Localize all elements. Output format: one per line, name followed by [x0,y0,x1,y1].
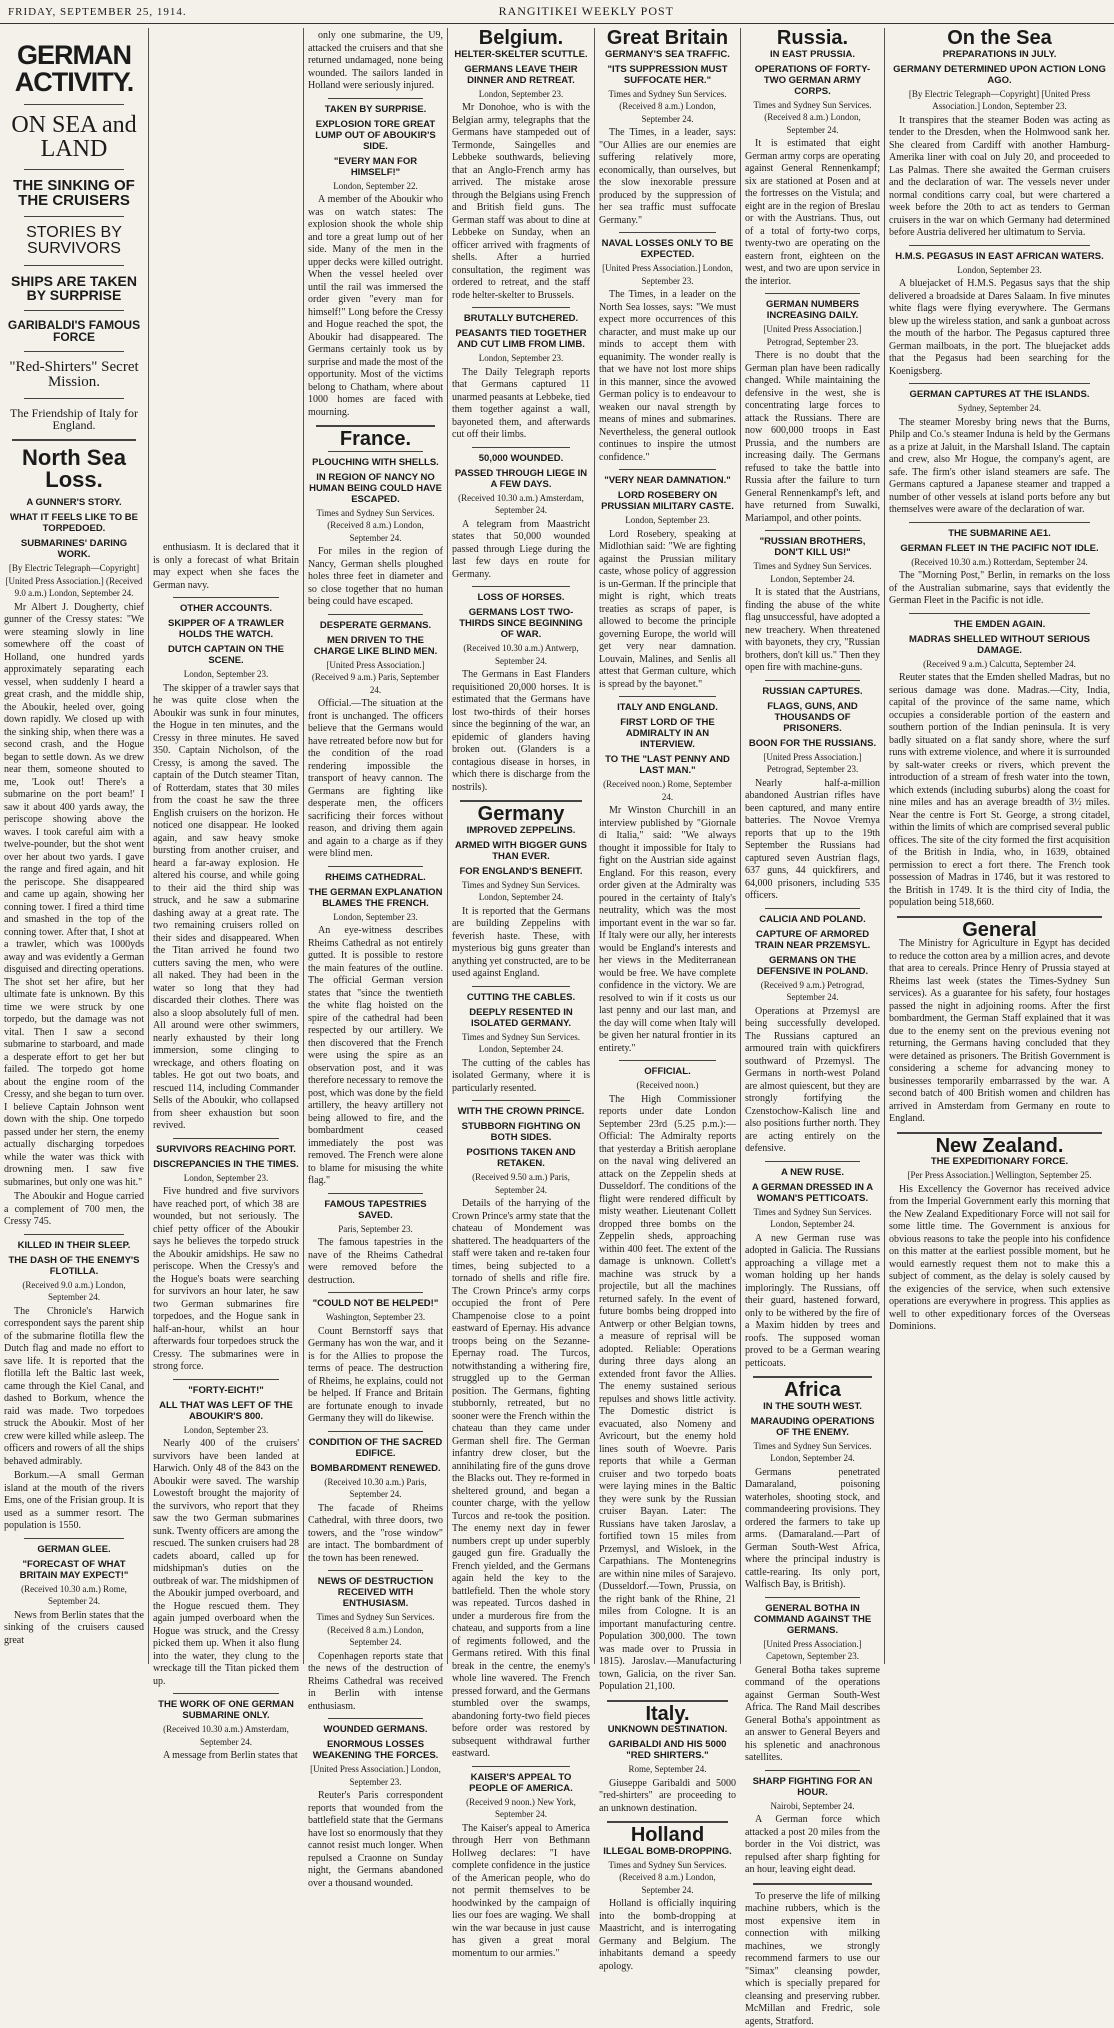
subhead: TAKEN BY SURPRISE. [308,104,443,115]
subhead: EXPLOSION TORE GREAT LUMP OUT OF ABOUKIR'S SIDE. [308,119,443,152]
dateline: London, September 23. [452,88,590,101]
column-4 [448,28,594,1664]
subhead: MEN DRIVEN TO THE CHARGE LIKE BLIND MEN. [308,635,443,657]
article-text: It is reported that the Germans are building Zeppelins with feverish haste. These, with mysterious big guns greater than anything yet constructed, are to be used against England. [452,906,590,981]
article-text: Reuter states that the Emden shelled Madras, but no serious damage was done. Madras.—City, India, capital of the province of the same name, which occupies a considerable portion of the eastern and southern portion of the Indian peninsula. It is very badly situated on a flat sandy shore, where the surf runs with extreme violence, and where it is surrounded by salt-water creeks or rivers, which prevent the introduction of a stream of fresh water into the town, which extends (including suburbs) along the coast for nine miles and has an average breadth of 3½ miles. Near the centre is Fort St. George, a strong citadel, within the limits of which are comprised several public offices. The site of the city formed the first acquisition of the British in India, who, in 1639, obtained permission to erect a fort there. The French took possession of Madras in 1746, but it was restored to the British in 1749. It is the third city of India, the population being 518,660. [889,672,1110,910]
section-heading-holland: Holland [599,1829,736,1842]
article-text: The Ministry for Agriculture in Egypt has decided to reduce the cotton area by a million acres, and devote that area to cereals. Prince Henry of Prussia stayed at Rheims last week (states the Times-Sydney Sun services). As a guarantee for his safety, four hostages passed the night in adjoining rooms. After the first bombardment, the German Staff explained that it was due to the enemy sent on the previous evening not returning, the Germans having concluded that they were detained as prisoners. The British Government is considering a scheme for advancing money to businesses temporarily embarrassed by the war. A second batch of 400 British women and children has arrived in Amsterdam from Germany en route to England. [889,938,1110,1126]
subhead: CUTTING THE CABLES. [452,992,590,1003]
subhead: NAVAL LOSSES ONLY TO BE EXPECTED. [599,238,736,260]
section-heading-russia: Russia. [745,32,880,45]
subhead: THE DASH OF THE ENEMY'S FLOTILLA. [4,1255,144,1277]
article-text: General Botha takes supreme command of the operations against German South-West Africa. The Rand Mail describes General Botha's appointment as an answer to General Beyers and his splenetic and anachronous satellites. [745,1665,880,1765]
article-text: Mr Donohoe, who is with the Belgian army, telegraphs that the Germans have stampeded out of Termonde, Saingelles and Lebbeke southwards, believing that an Anglo-French army has arrived. The mistake arose through the Belgians using French and British field guns. The German staff was about to dine at Lebbeke on Sunday, when an officer arrived with fragments of shells. After a hurried consultation, the regiment was ordered to retreat, and the staff rode helter-skelter to Brussels. [452,102,590,302]
masthead-date: FRIDAY, SEPTEMBER 25, 1914. [8,6,187,18]
article-text: News from Berlin states that the sinking of the cruisers caused great [4,1610,144,1648]
dateline: Times and Sydney Sun Services. London, September 24. [452,879,590,904]
headline-survivors: STORIES BY SURVIVORS [4,225,144,257]
article-text: enthusiasm. It is declared that it is only a forecast of what Britain may expect when she faces the German navy. [153,542,299,592]
article-text: Nearly half-a-million abandoned Austrian rifles have been captured, and many entire batteries. The Novoe Vremya reports that up to the 19th September the Russians had captured seven Austrian flags, 637 guns, 44 quickfirers, and 64,000 prisoners, including 535 officers. [745,778,880,903]
dateline: London, September 22. [308,180,443,193]
subhead: POSITIONS TAKEN AND RETAKEN. [452,1147,590,1169]
subhead: SHARP FIGHTING FOR AN HOUR. [745,1776,880,1798]
subhead: GERMANS ON THE DEFENSIVE IN POLAND. [745,955,880,977]
article-text: Official.—The situation at the front is unchanged. The officers believe that the Germans would have retreated before now but for the condition of the road rendering impossible the transport of heavy cannon. The Germans are fighting like desperate men, the officers sacrificing their forces without reason, and driving them again and again to a charge as if they were blind men. [308,698,443,861]
headline-sinking: THE SINKING OF THE CRUISERS [4,178,144,208]
article-text: Giuseppe Garibaldi and 5000 "red-shirters" are proceeding to an unknown destination. [599,1778,736,1816]
subhead: GERMANS LEAVE THEIR DINNER AND RETREAT. [452,64,590,86]
dateline: [By Electric Telegraph—Copyright] [United Press Association.] (Received 9.0 a.m.) London, September 24. [4,562,144,600]
article-text: A telegram from Maastricht states that 50,000 wounded passed through Liege during the last few days en route for Germany. [452,519,590,582]
article-text: A message from Berlin states that [153,1750,299,1763]
subhead: MARAUDING OPERATIONS OF THE ENEMY. [745,1416,880,1438]
article-text: The steamer Moresby bring news that the Burns, Philp and Co.'s steamer Induna is held by the Germans as a prize at Jaluit, in the Marshall Island. The captain and crew, also Mr Hogue, the company's agent, are safe. The firm's other island steamers are safe. The Germans captured a Japanese steamer and trapped a number of other vessels at island ports before any but themselves were aware of the declaration of war. [889,417,1110,517]
dateline: [United Press Association.] London, September 23. [599,262,736,287]
article-text: It is estimated that eight German army corps are operating against General Rennenkampf; six are stationed at Posen and at the fortresses on the Vistula; and eight are in the region of Breslau or with the Austrians. Thus, out of a total of forty-two corps, twenty-two are operating on the eastern front, eighteen on the west, and two are upon service in the interior. [745,138,880,288]
dateline: London, September 23. [889,264,1110,277]
dateline: Paris, September 23. [308,1223,443,1236]
article-text: For miles in the region of Nancy, German shells ploughed holes three feet in diameter and so close together that no human being could have escaped. [308,546,443,609]
subhead: ENORMOUS LOSSES WEAKENING THE FORCES. [308,1739,443,1761]
article-text: Reuter's Paris correspondent reports that wounded from the battlefield state that the Germans have lost so enormously that they cannot resist much longer. When repulsed a Craonne on Sunday night, the Germans abandoned over a thousand wounded. [308,1790,443,1890]
subhead: MADRAS SHELLED WITHOUT SERIOUS DAMAGE. [889,634,1110,656]
article-text: It transpires that the steamer Boden was acting as tender to the Dresden, when the Holmwood sank her. She cleared from Cardiff with another Hamburg-Amerika liner with coal on July 20, and proceeded to Las Palmas. There she awaited the German cruisers and the declaration of war. The vessels never under normal conditions carry coal, but were chartered a week before the 20th to act as tenders to German cruisers in the war on which Germany had determined before Austria delivered her ultimatum to Servia. [889,115,1110,240]
article-text: Details of the harrying of the Crown Prince's army state that the chateau of Mondement was shattered. The headquarters of the staff were taken and re-taken four times, being subjected to a tornado of shells and rifle fire. The Crown Prince's army corps occupied the front of Pere Champenoise close to a point eastward of Epernay. His advance troops being on the Sezanne-Epernay road. The Turcos, notwithstanding a withering fire, struggled up to the German position. The Germans, fighting stubbornly, retreated, but no sooner were the French within the chateau than they came under German shell fire. The German infantry drew closer, but the annihilating fire of the guns drove the Blacks out. They re-formed in sheltered ground, and began a counter charge, with the yellow Turcos and re-took the position. The enemy next day in fewer numbers crept up under superbly gauged gun fire. Gradually the French yielded, and the Germans again held the key to the battlefield. Then the whole story was repeated. Turcos dashed in under a murderous fire from the chateau, and supports from a line of regiments followed, and the Germans retired. With this final break in the centre, the enemy's whole line wavered. The French pressed forward, and the Germans stumbled over the swamps, abandoning forty-two field pieces before order was restored by subsequent withdrawal further eastward. [452,1198,590,1761]
article-text: The High Commissioner reports under date London September 23rd (5.25 p.m.):—Official: The Admiralty reports that yesterday a British aeroplane on the naval wing delivered an attack on the Zeppelin sheds at Dusseldorf. The conditions of the flight were rendered difficult by misty weather. Lieutenant Collett dropped three bombs on the Zeppelin sheds, approaching within 400 feet. The extent of the damage is unknown. Collett's machine was struck by a projectile, but all the machines returned safely. In the event of future bombs being dropped into Antwerp or other Belgian towns, a measure of reprisal will be adopted. Reliable: Operations during three days along an extended front favor the Allies. The enemy sustained serious repulses and shows little activity. The Domestic district is evacuated, also Nomeny and Avricourt, but the enemy hold lines south of Woevre. Paris reports that while a German cruiser and two torpedo boats were laying mines in the Baltic they were sunk by the Russian cruiser Bayan. Later: The Russians have taken Jaroslav, a fortified town 15 miles from Przemysl, and Wisloek, in the Carpathians. The Montenegrins are within nine miles of Sarajevo. (Dusseldorf.—Town, Prussia, on the right bank of the Rhine, 21 miles from Cologne. It is an important manufacturing centre. Population 300,000. The town was made over to Prussia in 1815). Jaroslav.—Manufacturing town, Galicia, on the river San. Population 21,100. [599,1094,736,1694]
subhead: OFFICIAL. [599,1066,736,1077]
column-3 [304,28,447,1664]
dateline: (Received 10.30 a.m.) Antwerp, September 24. [452,642,590,667]
dateline: London, September 23. [153,1172,299,1185]
masthead-title: RANGITIKEI WEEKLY POST [499,4,674,19]
subhead: TO THE "LAST PENNY AND LAST MAN." [599,754,736,776]
subhead: OTHER ACCOUNTS. [153,603,299,614]
headline-surprise: SHIPS ARE TAKEN BY SURPRISE [4,274,144,302]
article-text: The Chronicle's Harwich correspondent says the parent ship of the submarine flotilla flew the Dutch flag and made no effort to save life. It is reported that the flotilla left the Baltic last week, came through the Kiel Canal, and dashed to Borkum, whence the raid was made. Two torpedoes struck the Aboukir. Most of her crew were killed while asleep. The officers and rowers of all the ships behaved admirably. [4,1306,144,1469]
section-heading-belgium: Belgium. [452,32,590,45]
subhead: NEWS OF DESTRUCTION RECEIVED WITH ENTHUSIASM. [308,1576,443,1609]
subhead: GARIBALDI AND HIS 5000 "RED SHIRTERS." [599,1739,736,1761]
article-text: There is no doubt that the German plan have been radically changed. While maintaining the defensive in the west, she is concentrating large forces to attack the Russians. There are now 600,000 troops in East Prussia, and the numbers are increasing daily. The Germans refused to take the battle into Russia after the failure to turn General Rennenkampf's left, and have returned from Suwalki, Mariampol, and other points. [745,350,880,525]
subhead: CALICIA AND POLAND. [745,914,880,925]
dateline: Times and Sydney Sun Services. London, September 24. [745,1206,880,1231]
subhead: PLOUCHING WITH SHELLS. [308,457,443,468]
dateline: (Received noon.) Rome, September 24. [599,778,736,803]
headline-garibaldi: GARIBALDI'S FAMOUS FORCE [4,319,144,343]
dateline: (Received noon.) [599,1079,736,1092]
article-text: A new German ruse was adopted in Galicia. The Russians approaching a village met a woman holding up her hands imploringly. The Russians, off their guard, hastened forward, only to be withered by the fire of a Maxim hidden by trees and roofs. The supposed woman proved to be a German wearing petticoats. [745,1233,880,1371]
subhead: PASSED THROUGH LIEGE IN A FEW DAYS. [452,468,590,490]
subhead: "COULD NOT BE HELPED!" [308,1298,443,1309]
subhead: CAPTURE OF ARMORED TRAIN NEAR PRZEMSYL. [745,929,880,951]
dateline: (Received 10.30 a.m.) Paris, September 24. [308,1476,443,1501]
dateline: (Received 10.30 a.m.) Rotterdam, September 24. [889,556,1110,569]
article-text: His Excellency the Governor has received advice from the Imperial Government early this morning that the New Zealand Expeditionary Force will not sail for some little time. The Government is anxious for obvious reasons to take the people into his confidence on this matter at the earliest possible moment, but he would earnestly request them not to make this a subject of comment, as the delay is solely caused by the exigencies of the service, when such extensive operations are everywhere in progress. This applies as well to other expeditionary forces of the Overseas Dominions. [889,1184,1110,1334]
subhead: STUBBORN FIGHTING ON BOTH SIDES. [452,1121,590,1143]
dateline: Times and Sydney Sun Services. London, September 24. [745,560,880,585]
advertisement-text: To preserve the life of milking machine rubbers, which is the most expensive item in connection with milking machines, we strongly recommend farmers to use our "Simax" cleansing powder, which is specially prepared for cleansing and preserving rubber. McMillan and Fredric, sole agents, Stratford. [745,1891,880,2028]
subhead: "FORTY-EICHT!" [153,1385,299,1396]
section-heading-italy: Italy. [599,1708,736,1721]
dateline: [United Press Association.] Capetown, September 23. [745,1638,880,1663]
subhead: BRUTALLY BUTCHERED. [452,313,590,324]
subhead: GERMAN FLEET IN THE PACIFIC NOT IDLE. [889,543,1110,554]
article-text: Borkum.—A small German island at the mouth of the rivers Ems, one of the Frisian group. It is used as a summer resort. The population is 1550. [4,1470,144,1533]
dateline: Times and Sydney Sun Services. (Received 8 a.m.) London, September 24. [745,99,880,137]
dateline: (Received 9.0 a.m.) London, September 24. [4,1279,144,1304]
dateline: [United Press Association.] London, September 23. [308,1763,443,1788]
column-7 [885,28,1114,1664]
subhead: A GUNNER'S STORY. [4,497,144,508]
subhead: THE SUBMARINE AE1. [889,528,1110,539]
subhead: GENERAL BOTHA IN COMMAND AGAINST THE GERMANS. [745,1603,880,1636]
subhead: RHEIMS CATHEDRAL. [308,872,443,883]
article-text: only one submarine, the U9, attacked the cruisers and that she returned undamaged, none being wounded. The sailors landed in Holland were seriously injured. [308,30,443,93]
article-text: A German force which attacked a post 20 miles from the border in the Voi district, was repulsed after sharp fighting for an hour, leaving eight dead. [745,1814,880,1877]
subhead: CONDITION OF THE SACRED EDIFICE. [308,1437,443,1459]
dateline: [United Press Association.] Petrograd, September 23. [745,323,880,348]
subhead: BOMBARDMENT RENEWED. [308,1463,443,1474]
dateline: [Per Press Association.] Wellington, September 25. [889,1169,1110,1182]
article-text: Mr Albert J. Dougherty, chief gunner of the Cressy states: "We were steaming slowly in line somewhere off the coast of Holland, one hundred yards approximately separating each vessel, when suddenly I heard a great crash, and the middle ship, the Aboukir, heeled over, going down rapidly. We closed up with the sinking ship, when there was a second crash, and the Hogue began to settle down. As we drew near them, someone shouted to me, 'Look out! There's a submarine on the port beam!' I saw it about 400 yards away, the periscope showing above the waves. I took careful aim with a twelve-pounder, but the shot went over her about two yards. I gave the range and fired again, and hit the periscope. She disappeared and came up again, showing her conning tower. I fired a third time and smashed in the top of the conning tower. After that, I shot at a trawler, which was 1000yds away and was evidently a German disguised and directing operations. The shot set her afire, but her ultimate fate is unknown. By this time we were struck by one torpedo, but the damage was not vital. Then I saw a second submarine to starboard, and made a desperate effort to get her but failed. The torpedo got home about the engine room of the Cressy, and she began to turn over. I believe Captain Johnson went down with the ship. One torpedo passed under her stern, the enemy actually discharging torpedoes while the water was thick with drowning men. I saw five submarines, but only one was hit." [4,602,144,1190]
section-heading-france: France. [308,433,443,446]
headline-friendship: The Friendship of Italy for England. [4,407,144,431]
subhead: "RUSSIAN BROTHERS, DON'T KILL US!" [745,536,880,558]
subhead: HELTER-SKELTER SCUTTLE. [452,49,590,60]
subhead: KAISER'S APPEAL TO PEOPLE OF AMERICA. [452,1772,590,1794]
article-text: It is stated that the Austrians, finding the abuse of the white flag unsuccessful, have adopted a new treachery. When threatened with bayonets, they cry, "Russian brothers, don't kill us." Then they open fire with machine-guns. [745,587,880,675]
subhead: DEEPLY RESENTED IN ISOLATED GERMANY. [452,1007,590,1029]
subhead: H.M.S. PEGASUS IN EAST AFRICAN WATERS. [889,251,1110,262]
subhead: UNKNOWN DESTINATION. [599,1724,736,1735]
subhead: GERMANY'S SEA TRAFFIC. [599,49,736,60]
subhead: LOSS OF HORSES. [452,592,590,603]
subhead: SUBMARINES' DARING WORK. [4,538,144,560]
subhead: RUSSIAN CAPTURES. [745,686,880,697]
dateline: London, September 23. [452,352,590,365]
subhead: WHAT IT FEELS LIKE TO BE TORPEDOED. [4,512,144,534]
dateline: Rome, September 24. [599,1763,736,1776]
masthead [0,0,1114,24]
headline-sea-land: ON SEA and LAND [4,113,144,161]
article-text: Five hundred and five survivors have reached port, of which 38 are wounded, but not seriously. The chief petty officer of the Aboukir says he believes the torpedo struck the Aboukir amidships. He saw no periscope. When the Cressy's and the Hogue's boats were searching for survivors an hour later, he saw two German submarines fire torpedoes, and the Hogue sank in half-an-hour, whilst an hour afterwards four torpedoes struck the Cressy. The submarines were in strong force. [153,1186,299,1374]
subhead: FAMOUS TAPESTRIES SAVED. [308,1199,443,1221]
article-text: Operations at Przemysl are being successfully developed. The Russians captured an armoured train with quickfirers southward of Przemysl. The Germans in north-west Poland are almost quiescent, but they are strongly fortifying the Czenstochow-Kalisch line and also positions further north. They are acting entirely on the defensive. [745,1006,880,1156]
headline-german-activity: GERMAN ACTIVITY. [4,42,144,96]
dateline: London, September 23. [599,514,736,527]
dateline: Times and Sydney Sun Services. (Received 8 a.m.) London, September 24. [599,1859,736,1897]
article-text: Germans penetrated Damaraland, poisoning waterholes, shooting stock, and commandeering provisions. They ordered the farmers to take up arms. (Damaraland.—Part of German South-West Africa, where the principal industry is cattle-rearing. Its only port, Walfisch Bay, is British). [745,1467,880,1592]
subhead: A NEW RUSE. [745,1167,880,1178]
subhead: THE EXPEDITIONARY FORCE. [889,1156,1110,1167]
section-heading-africa: Africa [745,1384,880,1397]
subhead: ITALY AND ENGLAND. [599,702,736,713]
subhead: IN EAST PRUSSIA. [745,49,880,60]
dateline: (Received 10.30 a.m.) Amsterdam, September 24. [452,492,590,517]
dateline: London, September 23. [153,1424,299,1437]
section-heading-on-the-sea: On the Sea [889,32,1110,45]
subhead: DISCREPANCIES IN THE TIMES. [153,1159,299,1170]
subhead: A GERMAN DRESSED IN A WOMAN'S PETTICOATS. [745,1182,880,1204]
article-text: The Kaiser's appeal to America through Herr von Bethmann Hollweg declares: "I have complete confidence in the justice of the American people, who do not permit themselves to be hoodwinked by the campaign of lies our foes are waging. We shall win the war because in just cause has given a great moral momentum to our armies." [452,1823,590,1961]
dateline: London, September 23. [308,911,443,924]
article-text: The famous tapestries in the nave of the Rheims Cathedral were removed before the destruction. [308,1237,443,1287]
subhead: "ITS SUPPRESSION MUST SUFFOCATE HER." [599,64,736,86]
subhead: WITH THE CROWN PRINCE. [452,1106,590,1117]
section-heading-great-britain: Great Britain [599,32,736,45]
subhead: ILLEGAL BOMB-DROPPING. [599,1846,736,1857]
dateline: (Received 10.30 a.m.) Amsterdam, September 24. [153,1723,299,1748]
subhead: IMPROVED ZEPPELINS. [452,825,590,836]
subhead: DESPERATE GERMANS. [308,620,443,631]
subhead: GERMANS LOST TWO-THIRDS SINCE BEGINNING OF WAR. [452,607,590,640]
dateline: Times and Sydney Sun Services. (Received 8 a.m.) London, September 24. [308,507,443,545]
subhead: PEASANTS TIED TOGETHER AND CUT LIMB FROM LIMB. [452,328,590,350]
article-text: The Aboukir and Hogue carried a complement of 700 men, the Cressy 745. [4,1191,144,1229]
article-text: A bluejacket of H.M.S. Pegasus says that the ship delivered a broadside at Dares Salaam. In five minutes white flags were flying everywhere. The Germans blew up the wireless station, and sank a gunboat across the mouth of the harbor. The Pegasus captured three German mailboats, in the port. The bluejacket adds that the Pegasus had been searching for the Koenigsberg. [889,278,1110,378]
dateline: (Received 9 a.m.) Petrograd, September 24. [745,979,880,1004]
dateline: Times and Sydney Sun Services. London, September 24. [452,1031,590,1056]
subhead: GERMANY DETERMINED UPON ACTION LONG AGO. [889,64,1110,86]
dateline: Times and Sydney Sun Services. London, September 24. [745,1440,880,1465]
subhead: ALL THAT WAS LEFT OF THE ABOUKIR'S 800. [153,1400,299,1422]
section-heading-new-zealand: New Zealand. [889,1140,1110,1153]
subhead: "VERY NEAR DAMNATION." [599,475,736,486]
article-text: The "Morning Post," Berlin, in remarks on the loss of the Australian submarine, says that evidently the German Fleet in the Pacific is not idle. [889,570,1110,608]
dateline: Sydney, September 24. [889,402,1110,415]
subhead: OPERATIONS OF FORTY-TWO GERMAN ARMY CORPS. [745,64,880,97]
subhead: SKIPPER OF A TRAWLER HOLDS THE WATCH. [153,618,299,640]
article-text: The Times, in a leader on the North Sea losses, says: "We must expect more occurrences of this character, and must make up our minds to accept them with equanimity. The wonder really is that we have not lost more ships in this manner, since the avowed German policy is to endeavour to weaken our naval strength by means of mines and submarines. Nevertheless, the general outlook continues to inspire the utmost confidence." [599,289,736,464]
subhead: LORD ROSEBERY ON PRUSSIAN MILITARY CASTE. [599,490,736,512]
article-text: The facade of Rheims Cathedral, with three doors, two towers, and the "rose window" are intact. The bombardment of the town has been renewed. [308,1503,443,1566]
article-text: The Daily Telegraph reports that Germans captured 11 unarmed peasants at Lebbeke, tied them together against a wall, bayoneted them, and afterwards cut off their limbs. [452,367,590,442]
section-heading-general: General [889,924,1110,937]
article-text: Copenhagen reports state that the news of the destruction of Rheims Cathedral was received in Berlin with intense enthusiasm. [308,1651,443,1714]
column-5 [595,28,740,1664]
dateline: (Received 9.50 a.m.) Paris, September 24. [452,1171,590,1196]
dateline: London, September 23. [153,668,299,681]
subhead: GERMAN CAPTURES AT THE ISLANDS. [889,389,1110,400]
article-text: The skipper of a trawler says that he was quite close when the Aboukir was sunk in four minutes, the Hogue in ten minutes, and the Cressy in three minutes. He saved 350. Captain Nicholson, of the Cressy, is among the saved. The captain of the Dutch steamer Titan, of Rotterdam, states that 30 miles from the coast he saw the three English cruisers on the horizon. He noticed one disappear. He looked again, and saw heavy smoke bursting from another cruiser, and heard a far-away explosion. He altered his course, and while going to their aid the third ship was struck, and he saw a submarine dashing away at a great rate. The two remaining cruisers rolled on their sides and disappeared. When the Titan arrived he found two cutters saving the men, who were all naked. They had been in the water so long that they had discarded their clothes. There was also a sloop absolutely full of men. All around were other swimmers, nearly exhausted by their long immersion, some clinging to wreckage, and others floating on tables. He got out two boats, and rescued 114, including Commander Sells of the Aboukir, who collapsed from sheer exhaustion but soon revived. [153,683,299,1133]
subhead: PREPARATIONS IN JULY. [889,49,1110,60]
dateline: [United Press Association.] Petrograd, September 23. [745,751,880,776]
subhead: "EVERY MAN FOR HIMSELF!" [308,156,443,178]
article-text: An eye-witness describes Rheims Cathedral as not entirely gutted. It is possible to restore the main features of the outline. The official German version states that "since the twentieth the white flag hoisted on the spire of the cathedral had been respected by our artillery. We then discovered that the French were using the spire as an observation post, and it was therefore necessary to remove the post, which was done by the field artillery, the heavy artillery not being allowed to fire, and the bombardment ceased immediately the post was removed. The French were alone to blame for misusing the white flag." [308,925,443,1188]
article-text: Count Bernstorff says that Germany has won the war, and it is for the Allies to propose the terms of peace. The destruction of Rheims, he explains, could not be helped. If France and Britain are fortunate enough to invade Germany they will do likewise. [308,1326,443,1426]
column-6 [741,28,884,1664]
article-text: Nearly 400 of the cruisers' survivors have been landed at Harwich. Only 48 of the 843 on the Aboukir were saved. The warship Lowestoft brought the majority of the survivors, who report that they saw the two German submarines sunk. Twenty officers are among the rescued. The sunken cruisers had 28 cadets aboard, called up for midshipman's duties on the outbreak of war. The midshipmen of the Aboukir jumped overboard, and the Hogue rescued them. They again jumped overboard when the Hogue was struck, and the Cressy picked them up. When it also flung into the water, they clung to the wreckage till the Titan picked them up. [153,1438,299,1688]
subhead: WOUNDED GERMANS. [308,1724,443,1735]
subhead: GERMAN NUMBERS INCREASING DAILY. [745,299,880,321]
dateline: Times and Sydney Sun Services. (Received 8 a.m.) London, September 24. [599,88,736,126]
dateline: Nairobi, September 24. [745,1800,880,1813]
subhead: KILLED IN THEIR SLEEP. [4,1240,144,1251]
section-heading-germany: Germany [452,808,590,821]
article-text: The Times, in a leader, says: "Our Allies are our enemies are suffering relatively more, economically, than ourselves, but the slow inexorable pressure produced by the suppression of her sea traffic must suffocate Germany." [599,127,736,227]
article-text: Holland is officially inquiring into the bomb-dropping at Maastricht, and is interrogating Germany and Belgium. The inhabitants demand a speedy apology. [599,1898,736,1973]
subhead: IN THE SOUTH WEST. [745,1401,880,1412]
article-text: Lord Rosebery, speaking at Midlothian said: "We are fighting against the Prussian military caste, whose policy of aggression is un-German. If the principle that might is right, which treats treaties as scraps of paper, is allowed to become the principle governing Europe, the world will get very near damnation. Louvain, Malines, and Senlis all attest that German culture, which is spread by the bayonet." [599,529,736,692]
subhead: THE EMDEN AGAIN. [889,619,1110,630]
column-1 [0,28,148,1664]
subhead: THE WORK OF ONE GERMAN SUBMARINE ONLY. [153,1699,299,1721]
subhead: BOON FOR THE RUSSIANS. [745,738,880,749]
subhead: THE GERMAN EXPLANATION BLAMES THE FRENCH. [308,887,443,909]
subhead: 50,000 WOUNDED. [452,453,590,464]
dateline: (Received 9 a.m.) Calcutta, September 24. [889,658,1110,671]
dateline: (Received 10.30 a.m.) Rome, September 24. [4,1583,144,1608]
article-text: The cutting of the cables has isolated Germany, where it is particularly resented. [452,1058,590,1096]
dateline: [United Press Association.] (Received 9 a.m.) Paris, September 24. [308,659,443,697]
article-text: The Germans in East Flanders requisitioned 20,000 horses. It is estimated that the Germans have lost two-thirds of their horses since the beginning of the war, an epidemic of glanders having broken out. (Glanders is a contagious disease in horses, in which there is discharge from the nostrils). [452,669,590,794]
subhead: ARMED WITH BIGGER GUNS THAN EVER. [452,840,590,862]
dateline: (Received 9 noon.) New York, September 24. [452,1796,590,1821]
subhead: SURVIVORS REACHING PORT. [153,1144,299,1155]
subhead: FLAGS, GUNS, AND THOUSANDS OF PRISONERS. [745,701,880,734]
article-text: A member of the Aboukir who was on watch states: The explosion shook the whole ship and tore a great lump out of her side. Many of the men in the upper decks were killed outright. When the vessel heeled over until the rail was immersed the order given "every man for himself!" Long before the Cressy and Hogue reached the spot, the Aboukir had disappeared. The Germans certainly took us by surprise and made the most of the opportunity. Most of the victims belong to Chatham, where about 1000 homes are faced with mourning. [308,194,443,419]
dateline: [By Electric Telegraph—Copyright] [United Press Association.] London, September 23. [889,88,1110,113]
subhead: DUTCH CAPTAIN ON THE SCENE. [153,644,299,666]
column-2 [149,540,303,1664]
article-text: Mr Winston Churchill in an interview published by "Giornale di Italia," said: "We always thought it impossible for Italy to fight on the Austrian side against England. For this reason, every order given at the Admiralty was poured in the certainty of Italy's neutrality, which was the most important event in the war so far. If Italy were our ally, her interests would be England's interests and her views in the Mediterranean would be free. We have complete confidence in the victory. We are resolved to win if it costs us our last penny and our last man, and the day will come when Italy will be given her natural frontier in its entirety." [599,805,736,1055]
headline-north-sea-loss: North Sea Loss. [4,447,144,491]
dateline: Washington, September 23. [308,1311,443,1324]
subhead: FOR ENGLAND'S BENEFIT. [452,866,590,877]
subhead: "FORECAST OF WHAT BRITAIN MAY EXPECT!" [4,1559,144,1581]
subhead: FIRST LORD OF THE ADMIRALTY IN AN INTERVIEW. [599,717,736,750]
dateline: Times and Sydney Sun Services. (Received 8 a.m.) London, September 24. [308,1611,443,1649]
headline-red-shirters: "Red-Shirters" Secret Mission. [4,360,144,390]
subhead: IN REGION OF NANCY NO HUMAN BEING COULD HAVE ESCAPED. [308,472,443,505]
subhead: GERMAN GLEE. [4,1544,144,1555]
